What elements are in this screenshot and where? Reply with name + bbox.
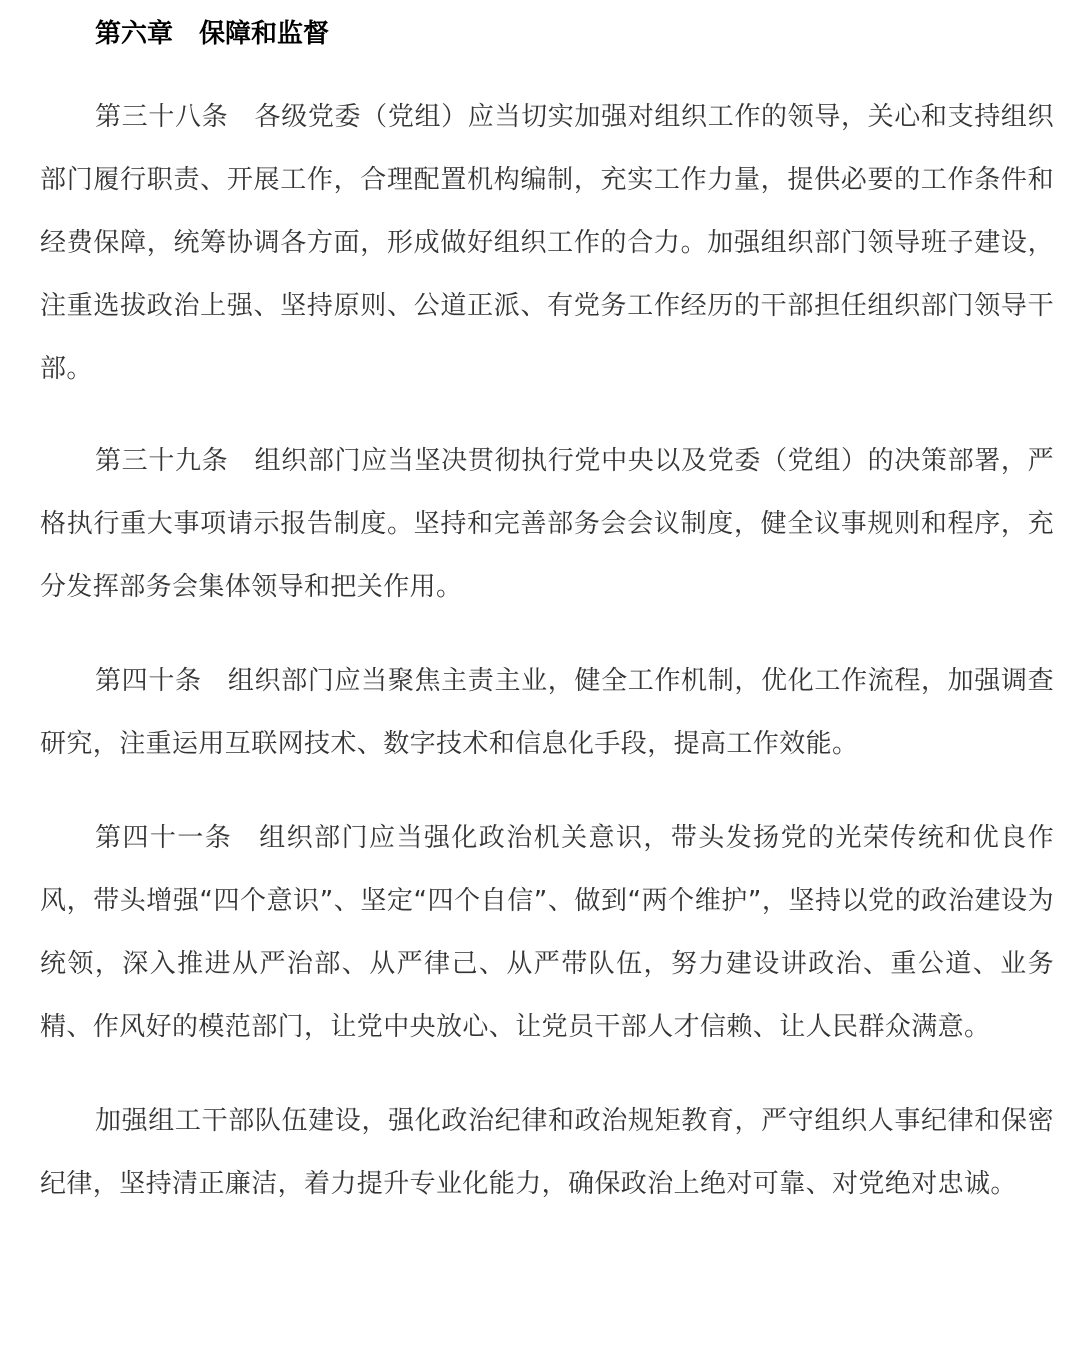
article-text: 组织部门应当聚焦主责主业，健全工作机制，优化工作流程，加强调查研究，注重运用互联网技术、数字技术和信息化手段，提高工作效能。 [40, 666, 1054, 759]
article-paragraph-40 [40, 650, 1054, 776]
article-text: 各级党委（党组）应当切实加强对组织工作的领导，关心和支持组织部门履行职责、开展工作，合理配置机构编制，充实工作力量，提供必要的工作条件和经费保障，统筹协调各方面，形成做好组织工作的合力。加强组织部门领导班子建设，注重选拔政治上强、坚持原则、公道正派、有党务工作经历的干部担任组织部门领导干部。 [40, 102, 1054, 384]
article-number: 第三十八条 [95, 102, 229, 132]
article-text: 组织部门应当强化政治机关意识，带头发扬党的光荣传统和优良作风，带头增强“四个意识”、坚定“四个自信”、做到“两个维护”，坚持以党的政治建设为统领，深入推进从严治部、从严律己、从严带队伍，努力建设讲政治、重公道、业务精、作风好的模范部门，让党中央放心、让党员干部人才信赖、让人民群众满意。 [40, 823, 1054, 1042]
chapter-title: 保障和监督 [199, 19, 330, 49]
article-paragraph-41 [40, 807, 1054, 1059]
article-number: 第四十条 [95, 666, 202, 696]
article-text: 组织部门应当坚决贯彻执行党中央以及党委（党组）的决策部署，严格执行重大事项请示报告制度。坚持和完善部务会会议制度，健全议事规则和程序，充分发挥部务会集体领导和把关作用。 [40, 446, 1054, 602]
article-paragraph-39 [40, 430, 1054, 619]
article-paragraph-38 [40, 86, 1054, 401]
article-number: 第三十九条 [95, 446, 229, 476]
chapter-number: 第六章 [95, 19, 174, 49]
article-text: 加强组工干部队伍建设，强化政治纪律和政治规矩教育，严守组织人事纪律和保密纪律，坚持清正廉洁，着力提升专业化能力，确保政治上绝对可靠、对党绝对忠诚。 [40, 1106, 1054, 1199]
article-number: 第四十一条 [95, 823, 233, 853]
article-paragraph-41-continued [40, 1090, 1054, 1216]
chapter-heading [40, 0, 1054, 56]
